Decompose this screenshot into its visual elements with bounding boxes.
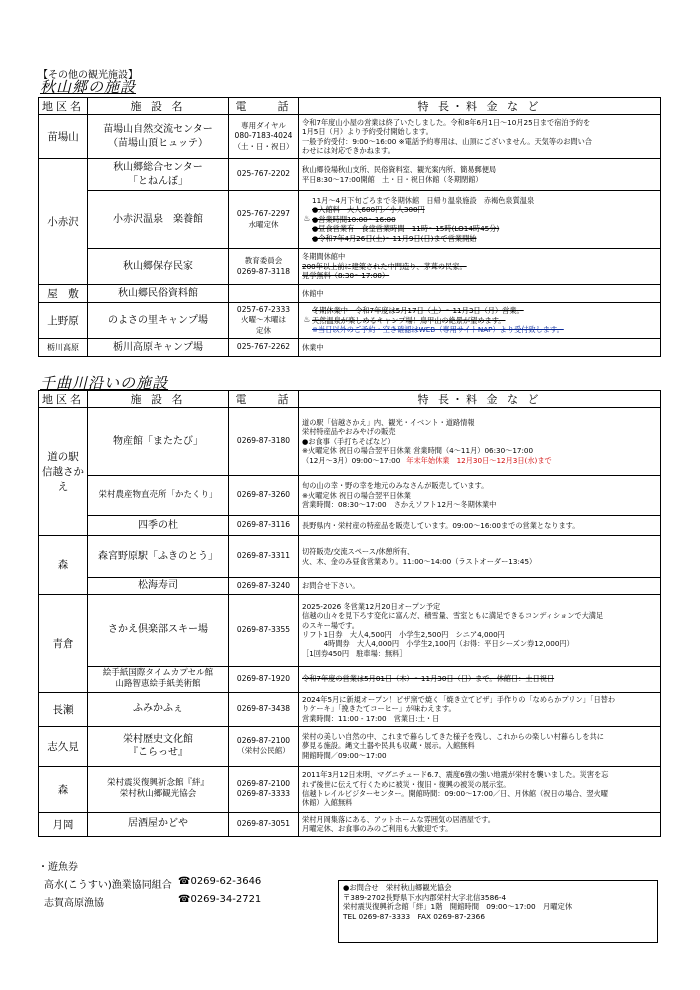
feature-line: 夢見る施設。縄文土器や民具も収蔵・展示。入館無料: [302, 741, 475, 751]
feature-line: 長野県内・栄村産の特産品を販売しています。09:00～16:00までの営業となります。: [302, 520, 580, 530]
feature-line: 旬の山の幸・野の幸を地元のみなさんが販売しています。: [302, 481, 489, 491]
column-header: 電 話: [229, 391, 299, 408]
table-row: [39, 516, 661, 536]
phone-cell: [229, 249, 299, 285]
facility-cell: [88, 249, 229, 285]
features-cell: [299, 766, 661, 812]
section2-title: 千曲川沿いの施設: [40, 374, 169, 392]
features-lines: [302, 732, 657, 760]
phone-line: 0269-87-3240: [236, 580, 291, 590]
phone-line: 0257-67-2333: [236, 305, 291, 315]
phone-line: 0269-87-3180: [236, 436, 291, 446]
features-lines: [302, 581, 657, 590]
table-row: [39, 476, 661, 516]
features-lines: [302, 770, 657, 807]
section1-title: 秋山郷の施設: [40, 78, 137, 96]
facility-cell: [88, 766, 229, 812]
phone-line: 火曜～木曜は: [241, 315, 286, 325]
feature-line: 見学無料（8:30～17:00）: [302, 271, 390, 281]
facility-name: 栄村震災復興祈念館『絆』: [106, 777, 209, 788]
column-header: 地区名: [39, 98, 88, 115]
facility-cell: [88, 339, 229, 357]
table-row: [39, 692, 661, 726]
facility-name: （苗場山頂ヒュッテ）: [108, 137, 208, 149]
features-lines: [302, 481, 657, 509]
facility-name: 秋山郷民俗資料館: [118, 287, 198, 299]
features-lines: [302, 695, 657, 723]
feature-line: 切符販売/交流スペース/休憩所有、: [302, 547, 415, 557]
feature-wrap: [302, 306, 657, 334]
features-cell: [299, 666, 661, 692]
phone-line: 0269-87-3355: [236, 624, 291, 634]
column-header: 施 設 名: [88, 391, 229, 408]
feature-line: 栄村特産品やおみやげの販売: [302, 427, 396, 437]
feature-line: 休館中: [302, 288, 324, 298]
phone-cell: [229, 476, 299, 516]
column-header: 地区名: [39, 391, 88, 408]
facility-name: 山路智恵絵手紙美術館: [115, 679, 201, 689]
phone-line: 0269-87-1920: [236, 673, 291, 683]
feature-line: 令和7年度の営業は5月01日（木）～11月30日（日）まで。休館日：土日祝日: [302, 674, 555, 684]
phone-line: 0269-87-3438: [236, 703, 291, 713]
feature-line: 天然温泉が楽しめるキャンプ場！鳥甲山の絶景が望めます。: [312, 315, 506, 325]
feature-line: ●営業時間10:00～16:00: [312, 214, 396, 224]
features-lines: [302, 289, 657, 298]
phone-line: 0269-87-3116: [236, 520, 291, 530]
feature-line: リフト1日券 大人4,500円 小学生2,500円 シニア4,000円: [302, 630, 505, 639]
table-row: [39, 578, 661, 595]
facility-cell: [88, 812, 229, 836]
area-line: 信越さか: [42, 466, 84, 478]
phone-cell: [229, 191, 299, 249]
contact-line: 栄村震災復興祈念館「絆」1階 開館時間 09:00～17:00 月曜定休: [343, 902, 573, 912]
facility-cell: [88, 666, 229, 692]
feature-line: お問合せ下さい。: [302, 581, 360, 591]
phone-cell: [229, 303, 299, 339]
features-cell: [299, 692, 661, 726]
features-cell: [299, 249, 661, 285]
facility-name: 居酒屋かどや: [128, 818, 188, 830]
phone-line: 0269-87-3118: [236, 266, 291, 276]
phone-line: 専用ダイヤル: [241, 121, 286, 131]
phone-cell: [229, 408, 299, 476]
fishing-name-2: 志賀高原漁協: [44, 898, 104, 909]
facility-name: 栃川高原キャンプ場: [113, 341, 203, 353]
facility-name: 『こらっせ』: [128, 747, 188, 758]
facility-cell: [88, 115, 229, 159]
facility-name: ふみかふぇ: [133, 703, 183, 715]
feature-line: 営業時間：08:30～17:00 さかえソフト12月～冬期休業中: [302, 500, 497, 510]
phone-line: 0269-87-3051: [236, 818, 291, 828]
phone-line: 0269-87-3260: [236, 490, 291, 500]
phone-cell: [229, 594, 299, 666]
features-lines: [312, 306, 657, 334]
fishing-tel-2: ☎0269-34-2721: [178, 894, 262, 905]
facility-name: 栄村歴史文化館: [123, 733, 193, 745]
column-header: 特 長・料 金 な ど: [299, 391, 661, 408]
feature-line: ●昼食営業有 食堂営業時間 11時～15時(LO14時45分): [312, 224, 500, 234]
features-cell: [299, 726, 661, 766]
phone-cell: [229, 339, 299, 357]
fishing-name-1: 高水(こうすい)漁業協同組合: [44, 880, 172, 891]
area-cell: 青倉: [39, 594, 88, 692]
facility-name: 物産館「またたび」: [113, 435, 203, 447]
facility-cell: [88, 536, 229, 578]
feature-line: 令和7年度山小屋の営業は終了いたしました。令和8年6月1日～10月25日まで宿泊予約を: [302, 117, 591, 127]
features-cell: [299, 339, 661, 357]
facility-name: 松海寿司: [138, 580, 178, 591]
area-cell: 上野原: [39, 303, 88, 339]
contact-line: TEL 0269-87-3333 FAX 0269-87-2366: [343, 911, 485, 921]
table-row: [39, 191, 661, 249]
feature-line: 道の駅「信越さかえ」内、観光・イベント・道路情報: [302, 418, 475, 428]
features-cell: [299, 476, 661, 516]
area-cell: 小赤沢: [39, 159, 88, 285]
feature-line: ※火曜定休 祝日の場合翌平日休業: [302, 490, 411, 500]
features-lines: [302, 118, 657, 155]
feature-line: ●令和7年4月26日(土)～11月9日(日)まで営業開始: [312, 233, 477, 243]
feature-line: れず後世に伝えて行くために被災・復旧・復興の被災の展示室。: [302, 779, 511, 789]
features-lines: [302, 165, 657, 184]
feature-line: 栄村の美しい自然の中、これまで暮らしてきた様子を残し、これからの楽しい村暮らしを共に: [302, 731, 604, 741]
column-header: 電 話: [229, 98, 299, 115]
area-cell: 屋 敷: [39, 285, 88, 303]
feature-line: ●入館料 大人600円／小人300円: [312, 205, 425, 215]
facility-cell: [88, 408, 229, 476]
phone-cell: [229, 285, 299, 303]
facility-name: 「とねんぼ」: [128, 175, 188, 187]
feature-line: 営業時間：11:00 - 17:00 営業日:土・日: [302, 713, 440, 723]
phone-line: 080-7183-4024: [234, 131, 293, 141]
table-row: [39, 812, 661, 836]
features-lines: [302, 815, 657, 834]
hot-spring-icon: ♨: [303, 214, 311, 224]
facility-name: 栄村農産物直売所「かたくり」: [98, 489, 218, 500]
column-header: 施 設 名: [88, 98, 229, 115]
feature-line: 一般予約受付：9:00～16:00 ※電話予約専用は、山頂にございません。天気等のお問い合: [302, 136, 592, 146]
facility-name: 森宮野原駅「ふきのとう」: [98, 550, 218, 562]
facility-name: のよさの里キャンプ場: [108, 314, 208, 326]
table-row: [39, 408, 661, 476]
feature-line: わせには対応できかねます。: [302, 145, 395, 155]
column-header: 特 長・料 金 な ど: [299, 98, 661, 115]
facility-name: 秋山郷保存民家: [123, 260, 193, 272]
phone-line: 0269-87-3333: [236, 789, 291, 798]
phone-cell: [229, 578, 299, 595]
contact-line: ●お問合せ 栄村秋山郷観光協会: [343, 883, 452, 892]
phone-cell: [229, 536, 299, 578]
feature-line: ※火曜定休 祝日の場合翌平日休業 営業時間（4～11月）06:30～17:00: [302, 446, 534, 456]
feature-line: 平日8:30～17:00開館 土・日・祝日休館（冬期閉館）: [302, 174, 483, 184]
contact-box: [338, 880, 658, 943]
phone-line: 0269-87-2100: [236, 778, 291, 788]
header-row: [39, 98, 661, 115]
feature-line: 月曜定休、お食事のみのご利用も大歓迎です。: [302, 824, 453, 833]
area-line: 道の駅: [47, 451, 79, 463]
phone-cell: [229, 516, 299, 536]
feature-line: 2011年3月12日未明、マグニチュード6.7、震度6強の強い地震が栄村を襲いました。災害を忘: [302, 770, 609, 780]
phone-line: 025-767-2297: [236, 209, 291, 219]
facility-name: 苗場山自然交流センター: [103, 124, 213, 135]
table-row: [39, 285, 661, 303]
area-cell: 長瀬: [39, 692, 88, 726]
facility-cell: [88, 516, 229, 536]
table-row: [39, 536, 661, 578]
feature-line: （12月～3月）09:00～17:00: [302, 455, 401, 465]
features-lines: [302, 602, 657, 658]
facility-cell: [88, 285, 229, 303]
facility-cell: [88, 191, 229, 249]
area-cell: [39, 408, 88, 536]
feature-line: ［1回券450円 駐車場：無料］: [302, 648, 407, 658]
phone-line: 0269-87-3311: [236, 551, 291, 561]
table-row: [39, 115, 661, 159]
features-lines: [312, 196, 657, 243]
phone-cell: [229, 766, 299, 812]
feature-line: 200年以上前に建築された中門造り、茅葺の民家。: [302, 261, 467, 271]
area-cell: 苗場山: [39, 115, 88, 159]
features-cell: [299, 812, 661, 836]
feature-line: 火、木、金のみ昼食営業あり。11:00～14:00（ラストオーダー13:45）: [302, 556, 537, 566]
feature-line: 信越トレイルビジターセンター。開館時間：09:00～17:00／日、月休館（祝日の場合、翌火曜: [302, 789, 608, 798]
feature-line: 信越の山々を見下ろす変化に富んだ、積雪量、雪室ともに満足できるコンディションで大満足: [302, 611, 604, 621]
phone-cell: [229, 115, 299, 159]
phone-line: 定休: [256, 325, 271, 335]
features-cell: [299, 285, 661, 303]
area-cell: 栃川高原: [39, 339, 88, 357]
table-row: [39, 766, 661, 812]
facility-name: さかえ倶楽部スキー場: [108, 624, 208, 636]
chikuma-table: [38, 390, 661, 837]
area-line: え: [57, 481, 69, 493]
contact-line: 〒389-2702長野県下水内郡栄村大字北信3586-4: [343, 892, 507, 902]
feature-line: 1月5日（月）より予約受付開始します。: [302, 127, 433, 137]
header-row: [39, 391, 661, 408]
features-cell: [299, 115, 661, 159]
phone-line: 0269-87-2100: [236, 735, 291, 745]
feature-line: ●お食事（手打ちそばなど）: [302, 436, 395, 446]
features-lines: [302, 343, 657, 352]
features-cell: [299, 578, 661, 595]
facility-name: 秋山郷総合センター: [113, 162, 203, 173]
phone-cell: [229, 812, 299, 836]
hot-spring-icon: ♨: [303, 315, 311, 325]
feature-line: 冬期間休館中: [302, 252, 346, 262]
feature-line: 2024年5月に新規オープン！ピザ窯で焼く「焼き立てピザ」手作りの「なめらかプリン」「日替わ: [302, 694, 616, 704]
features-cell: [299, 594, 661, 666]
feature-line: のスキー場です。: [302, 620, 359, 630]
facility-cell: [88, 578, 229, 595]
phone-line: 水曜定休: [248, 219, 279, 229]
feature-line: 休業中: [302, 342, 324, 352]
area-cell: 月岡: [39, 812, 88, 836]
features-cell: [299, 303, 661, 339]
feature-line: 秋山郷役場秋山支所、民俗資料室、観光案内所、簡易郵便局: [302, 165, 497, 175]
features-cell: [299, 536, 661, 578]
features-lines: [302, 674, 657, 683]
table-row: [39, 303, 661, 339]
year-end-closure: 年末年始休業 12月30日～12月3日(水)まで: [406, 455, 552, 465]
facility-name: 栄村秋山郷観光協会: [119, 789, 197, 799]
features-lines: [302, 521, 657, 530]
facility-cell: [88, 476, 229, 516]
table-row: [39, 339, 661, 357]
area-cell: 森: [39, 536, 88, 595]
features-cell: [299, 516, 661, 536]
fishing-tel-1: ☎0269-62-3646: [178, 876, 262, 887]
facility-cell: [88, 594, 229, 666]
features-lines: [302, 252, 657, 280]
phone-cell: [229, 726, 299, 766]
fishing-title: ・遊魚券: [38, 862, 78, 873]
facility-cell: [88, 159, 229, 191]
table-row: [39, 594, 661, 666]
facility-name: 絵手紙国際タイムカプセル館: [102, 667, 214, 678]
features-cell: [299, 408, 661, 476]
feature-line: 開館時間／09:00～17:00: [302, 750, 387, 760]
feature-wrap: [302, 196, 657, 243]
phone-cell: [229, 692, 299, 726]
area-cell: 志久見: [39, 726, 88, 766]
facility-cell: [88, 692, 229, 726]
feature-line: ※当日以外のご予約・空き確認はWEB（専用サイトNAP）より受付致します。: [312, 325, 564, 335]
phone-line: 教育委員会: [244, 256, 283, 266]
akiyama-table: [38, 97, 661, 357]
feature-line: りケーキ」「挽きたてコーヒー」が味わえます。: [302, 704, 456, 714]
table-row: [39, 666, 661, 692]
features-cell: [299, 191, 661, 249]
phone-line: （栄村公民館）: [237, 746, 290, 755]
table-row: [39, 726, 661, 766]
feature-line: 4時間券 大人4,000円 小学生2,100円（お得：平日シーズン券12,000円）: [302, 639, 574, 649]
facility-name: 四季の杜: [138, 519, 178, 531]
facility-cell: [88, 303, 229, 339]
phone-line: 025-767-2262: [236, 342, 291, 352]
feature-line: 休館）入館無料: [302, 798, 353, 808]
area-cell: 森: [39, 766, 88, 812]
phone-line: 025-767-2202: [236, 169, 291, 179]
table-row: [39, 249, 661, 285]
features-cell: [299, 159, 661, 191]
phone-line: （土・日・祝日）: [233, 141, 294, 151]
feature-line: 2025-2026 冬営業12月20日オープン予定: [302, 601, 441, 611]
features-lines: [302, 418, 657, 465]
features-lines: [302, 547, 657, 566]
facility-name: 小赤沢温泉 楽養館: [113, 213, 203, 225]
phone-cell: [229, 666, 299, 692]
phone-cell: [229, 159, 299, 191]
feature-line: 栄村月岡集落にある、アットホームな雰囲気の居酒屋です。: [302, 814, 495, 824]
facility-cell: [88, 726, 229, 766]
feature-line: 11月～4月下旬ごろまで冬期休館 日帰り温泉施設 赤褐色泉質温泉: [312, 196, 535, 206]
feature-line: [302, 456, 657, 465]
table-row: [39, 159, 661, 191]
feature-line: 冬期休業中 令和7年度は5月17日（土）～11月3日（月）営業。: [312, 306, 524, 316]
page-header: 【その他の観光施設】: [38, 70, 138, 81]
